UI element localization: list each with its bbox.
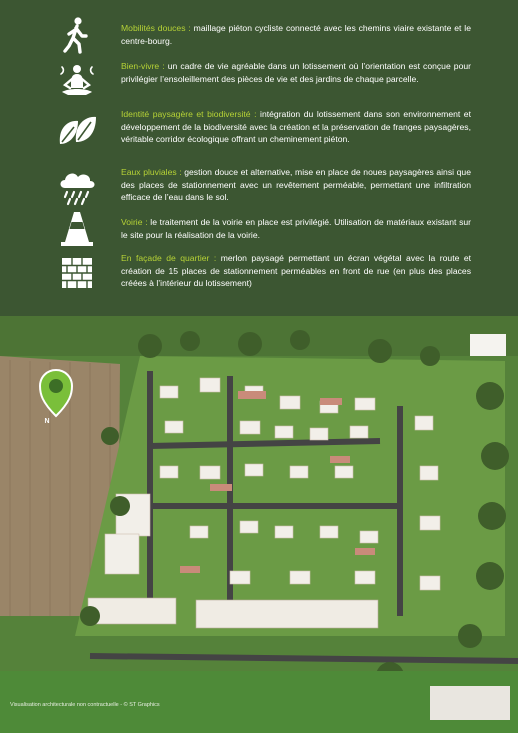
feature-text: [121, 252, 471, 290]
building: [430, 686, 510, 720]
feature-description: un cadre de vie agréable dans un lotissement où l’orientation est conçue pour privilégier l’ensoleillement des pièces de vie et des jardins de chaque parcelle.: [121, 61, 471, 84]
feature-label: Bien-vivre :: [121, 61, 165, 71]
image-caption: Visualisation architecturale non contractuelle - © ST Graphics: [10, 702, 160, 708]
meditation-icon: [56, 60, 98, 102]
feature-description: intégration du lotissement dans son environnement et développement de la biodiversité avec la création et la préservation de franges paysagères, véritable corridor écologique offrant un cheminement piéton.: [121, 109, 471, 145]
feature-text: [121, 216, 471, 241]
feature-description: maillage piéton cycliste connecté avec les chemins viaire existante et le centre-bourg.: [121, 23, 471, 46]
rain-cloud-icon: [56, 166, 98, 208]
features-panel: [0, 0, 518, 316]
feature-label: Identité paysagère et biodiversité :: [121, 109, 257, 119]
pedestrian-icon: [56, 14, 98, 56]
feature-label: Voirie :: [121, 217, 148, 227]
terraced-row: [88, 598, 378, 628]
feature-label: En façade de quartier :: [121, 253, 217, 263]
traffic-cone-icon: [56, 208, 98, 250]
leaves-icon: [56, 108, 98, 150]
feature-text: [121, 22, 471, 47]
feature-label: Eaux pluviales :: [121, 167, 182, 177]
aerial-view-illustration: [0, 316, 518, 733]
feature-description: le traitement de la voirie en place est privilégié. Utilisation de matériaux existant sur le site pour la réalisation de la voirie.: [121, 217, 472, 240]
feature-description: merlon paysagé permettant un écran végétal avec la route et création de 15 places de stationnement perméables en front de rue (en plus des places créées à l’intérieur du lotissement): [121, 253, 471, 289]
north-label: N: [44, 418, 50, 425]
feature-label: Mobilités douces :: [121, 23, 191, 33]
feature-text: [121, 166, 471, 204]
feature-description: gestion douce et alternative, mise en place de noues paysagères ainsi que des places de stationnement avec un revêtement perméable, permettant une infiltration efficace de l’eau dans le sol.: [121, 167, 471, 203]
feature-text: [121, 60, 471, 85]
brick-wall-icon: [56, 252, 98, 294]
feature-text: [121, 108, 471, 146]
